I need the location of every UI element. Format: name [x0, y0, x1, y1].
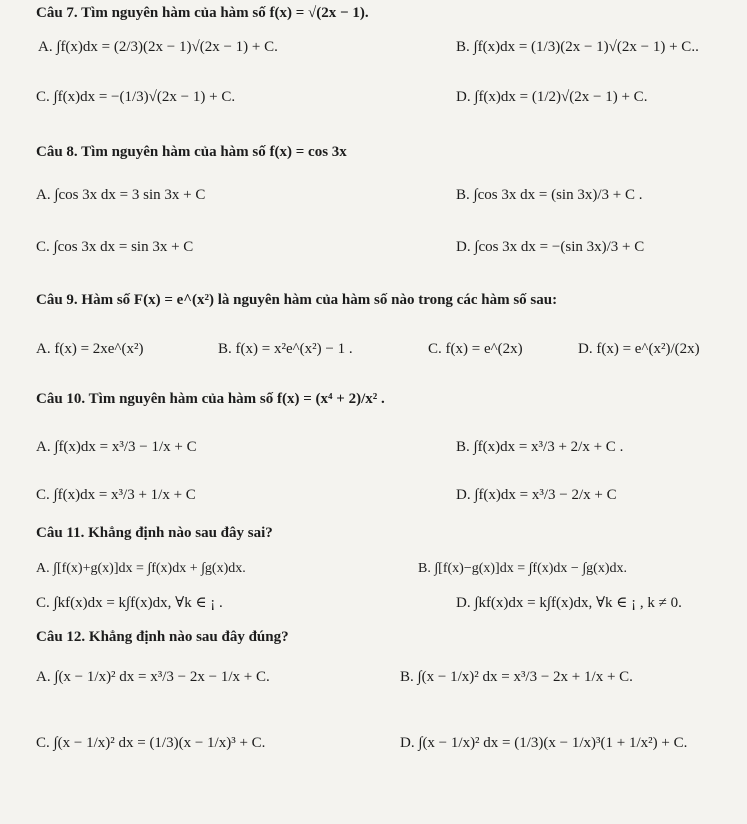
question-7-option-d: D. ∫f(x)dx = (1/2)√(2x − 1) + C. [456, 89, 648, 105]
question-12-option-d: D. ∫(x − 1/x)² dx = (1/3)(x − 1/x)³(1 + 1/x²) + C. [400, 735, 688, 751]
question-12-option-a: A. ∫(x − 1/x)² dx = x³/3 − 2x − 1/x + C. [36, 669, 270, 685]
question-10-title: Câu 10. Tìm nguyên hàm của hàm số f(x) = (x⁴ + 2)/x² . [36, 391, 385, 407]
question-11-option-a: A. ∫[f(x)+g(x)]dx = ∫f(x)dx + ∫g(x)dx. [36, 561, 246, 576]
question-11-option-c: C. ∫kf(x)dx = k∫f(x)dx, ∀k ∈ ¡ . [36, 595, 223, 611]
question-8-option-a: A. ∫cos 3x dx = 3 sin 3x + C [36, 187, 206, 203]
question-11-option-b: B. ∫[f(x)−g(x)]dx = ∫f(x)dx − ∫g(x)dx. [418, 561, 627, 576]
question-10-option-d: D. ∫f(x)dx = x³/3 − 2/x + C [456, 487, 617, 503]
question-12-title: Câu 12. Khẳng định nào sau đây đúng? [36, 629, 289, 645]
question-10-option-a: A. ∫f(x)dx = x³/3 − 1/x + C [36, 439, 197, 455]
question-7-option-c: C. ∫f(x)dx = −(1/3)√(2x − 1) + C. [36, 89, 236, 105]
question-11-title: Câu 11. Khẳng định nào sau đây sai? [36, 525, 273, 541]
question-9-option-a: A. f(x) = 2xe^(x²) [36, 341, 144, 357]
question-7-title: Câu 7. Tìm nguyên hàm của hàm số f(x) = √(2x − 1). [36, 5, 369, 21]
question-11-option-d: D. ∫kf(x)dx = k∫f(x)dx, ∀k ∈ ¡ , k ≠ 0. [456, 595, 682, 611]
question-7-option-a: A. ∫f(x)dx = (2/3)(2x − 1)√(2x − 1) + C. [38, 39, 278, 55]
question-9-option-c: C. f(x) = e^(2x) [428, 341, 523, 357]
question-8-option-b: B. ∫cos 3x dx = (sin 3x)/3 + C . [456, 187, 643, 203]
question-12-option-b: B. ∫(x − 1/x)² dx = x³/3 − 2x + 1/x + C. [400, 669, 633, 685]
question-8-option-d: D. ∫cos 3x dx = −(sin 3x)/3 + C [456, 239, 645, 255]
question-8-title: Câu 8. Tìm nguyên hàm của hàm số f(x) = cos 3x [36, 144, 347, 160]
question-9-option-d: D. f(x) = e^(x²)/(2x) [578, 341, 700, 357]
question-10-option-b: B. ∫f(x)dx = x³/3 + 2/x + C . [456, 439, 624, 455]
question-8-option-c: C. ∫cos 3x dx = sin 3x + C [36, 239, 194, 255]
question-9-option-b: B. f(x) = x²e^(x²) − 1 . [218, 341, 353, 357]
question-7-option-b: B. ∫f(x)dx = (1/3)(2x − 1)√(2x − 1) + C.. [456, 39, 699, 55]
question-9-title: Câu 9. Hàm số F(x) = e^(x²) là nguyên hàm của hàm số nào trong các hàm số sau: [36, 292, 558, 308]
question-10-option-c: C. ∫f(x)dx = x³/3 + 1/x + C [36, 487, 196, 503]
question-12-option-c: C. ∫(x − 1/x)² dx = (1/3)(x − 1/x)³ + C. [36, 735, 266, 751]
